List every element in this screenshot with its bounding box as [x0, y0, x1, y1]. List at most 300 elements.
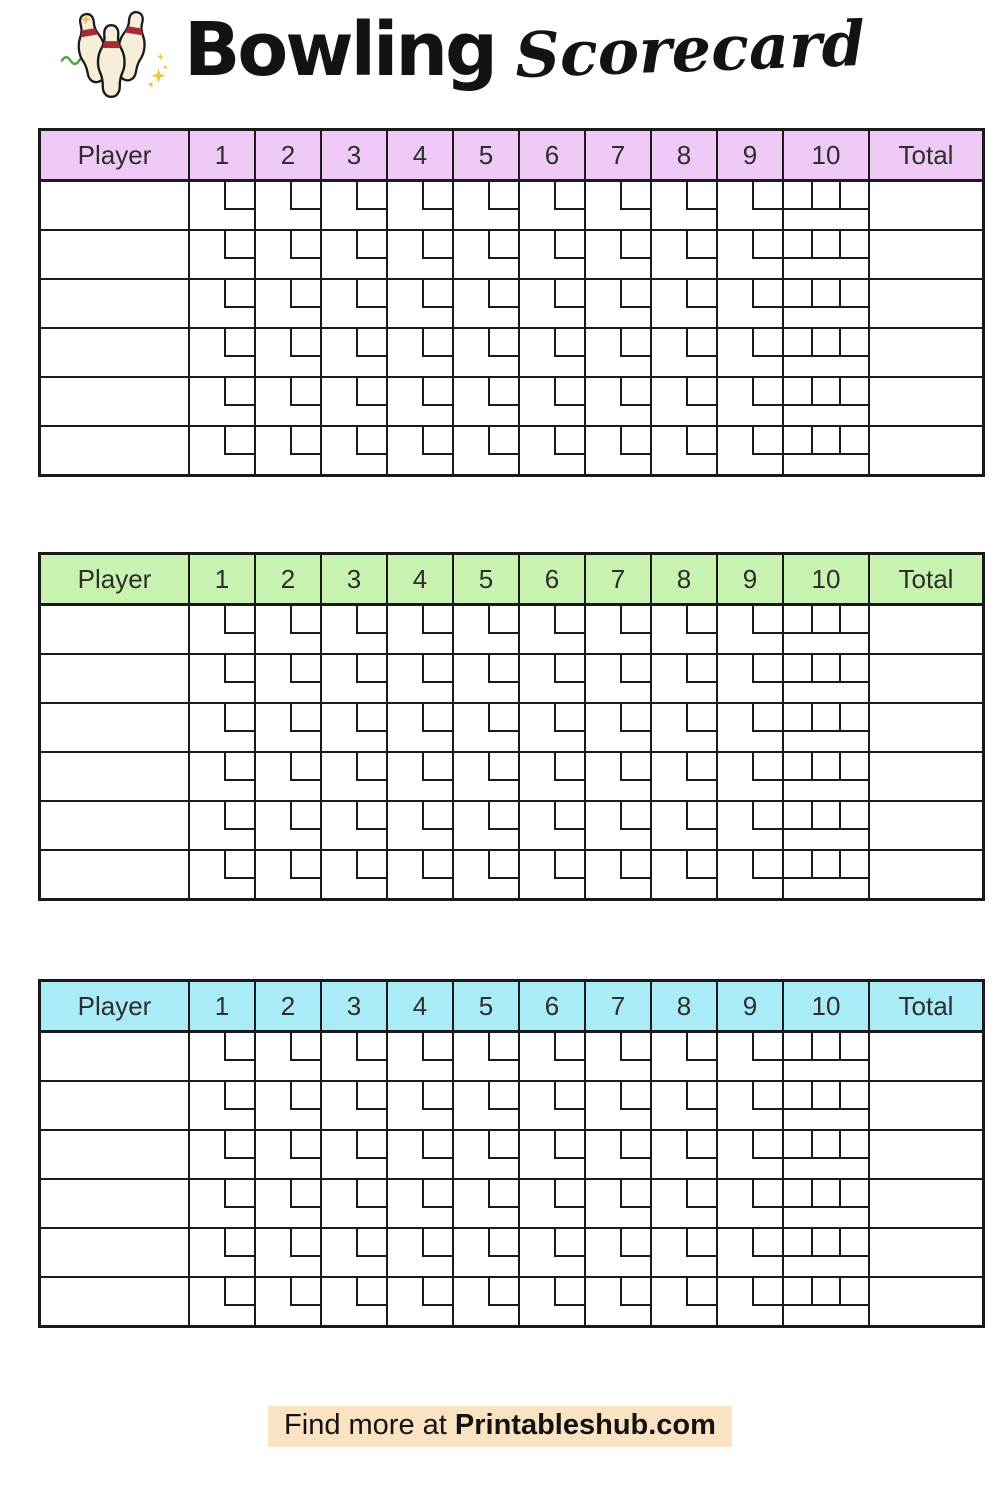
total-cell[interactable]	[869, 1277, 984, 1327]
frame-7-cell[interactable]	[585, 850, 651, 900]
player-name-cell[interactable]	[40, 230, 190, 279]
throw-box[interactable]	[813, 851, 842, 879]
player-name-cell[interactable]	[40, 1277, 190, 1327]
player-name-cell[interactable]	[40, 752, 190, 801]
throw-box[interactable]	[554, 427, 584, 455]
total-cell[interactable]	[869, 752, 984, 801]
throw-box[interactable]	[686, 1229, 716, 1257]
frame-1-cell[interactable]	[189, 279, 255, 328]
throw-box[interactable]	[224, 1033, 254, 1061]
throw-box[interactable]	[554, 1229, 584, 1257]
throw-box[interactable]	[290, 1180, 320, 1208]
frame-3-cell[interactable]	[321, 850, 387, 900]
throw-box[interactable]	[813, 655, 842, 683]
throw-box[interactable]	[752, 231, 782, 259]
total-cell[interactable]	[869, 1032, 984, 1082]
throw-box[interactable]	[841, 1082, 868, 1110]
frame-4-cell[interactable]	[387, 654, 453, 703]
throw-box[interactable]	[620, 1229, 650, 1257]
throw-box[interactable]	[422, 329, 452, 357]
frame-9-cell[interactable]	[717, 426, 783, 476]
frame-10-cell[interactable]	[783, 1081, 869, 1130]
throw-box[interactable]	[686, 378, 716, 406]
frame-5-cell[interactable]	[453, 279, 519, 328]
frame-8-cell[interactable]	[651, 377, 717, 426]
throw-box[interactable]	[356, 329, 386, 357]
throw-box[interactable]	[488, 655, 518, 683]
throw-box[interactable]	[620, 182, 650, 210]
frame-8-cell[interactable]	[651, 654, 717, 703]
frame-1-cell[interactable]	[189, 328, 255, 377]
frame-4-cell[interactable]	[387, 850, 453, 900]
throw-box[interactable]	[686, 231, 716, 259]
throw-box[interactable]	[422, 802, 452, 830]
throw-box[interactable]	[784, 1278, 813, 1306]
throw-box[interactable]	[686, 655, 716, 683]
throw-box[interactable]	[488, 1082, 518, 1110]
throw-box[interactable]	[784, 182, 813, 210]
throw-box[interactable]	[752, 280, 782, 308]
frame-5-cell[interactable]	[453, 426, 519, 476]
throw-box[interactable]	[488, 1278, 518, 1306]
throw-box[interactable]	[422, 427, 452, 455]
throw-box[interactable]	[620, 606, 650, 634]
throw-box[interactable]	[356, 231, 386, 259]
throw-box[interactable]	[813, 606, 842, 634]
player-name-cell[interactable]	[40, 1081, 190, 1130]
throw-box[interactable]	[290, 329, 320, 357]
frame-2-cell[interactable]	[255, 850, 321, 900]
frame-10-cell[interactable]	[783, 230, 869, 279]
throw-box[interactable]	[290, 606, 320, 634]
frame-10-cell[interactable]	[783, 279, 869, 328]
total-cell[interactable]	[869, 1130, 984, 1179]
frame-9-cell[interactable]	[717, 328, 783, 377]
frame-5-cell[interactable]	[453, 605, 519, 655]
throw-box[interactable]	[554, 851, 584, 879]
throw-box[interactable]	[686, 1278, 716, 1306]
total-cell[interactable]	[869, 801, 984, 850]
throw-box[interactable]	[356, 1033, 386, 1061]
throw-box[interactable]	[224, 606, 254, 634]
throw-box[interactable]	[224, 329, 254, 357]
throw-box[interactable]	[290, 655, 320, 683]
player-name-cell[interactable]	[40, 605, 190, 655]
throw-box[interactable]	[488, 753, 518, 781]
throw-box[interactable]	[841, 378, 868, 406]
player-name-cell[interactable]	[40, 850, 190, 900]
frame-10-cell[interactable]	[783, 1179, 869, 1228]
frame-6-cell[interactable]	[519, 801, 585, 850]
frame-1-cell[interactable]	[189, 801, 255, 850]
frame-8-cell[interactable]	[651, 328, 717, 377]
footer-site-link[interactable]: Printableshub.com	[454, 1409, 716, 1441]
throw-box[interactable]	[620, 329, 650, 357]
throw-box[interactable]	[841, 1180, 868, 1208]
player-name-cell[interactable]	[40, 703, 190, 752]
frame-4-cell[interactable]	[387, 801, 453, 850]
frame-8-cell[interactable]	[651, 752, 717, 801]
frame-2-cell[interactable]	[255, 1179, 321, 1228]
throw-box[interactable]	[784, 427, 813, 455]
frame-3-cell[interactable]	[321, 1032, 387, 1082]
total-cell[interactable]	[869, 654, 984, 703]
throw-box[interactable]	[841, 753, 868, 781]
frame-7-cell[interactable]	[585, 703, 651, 752]
frame-9-cell[interactable]	[717, 850, 783, 900]
frame-2-cell[interactable]	[255, 605, 321, 655]
throw-box[interactable]	[784, 378, 813, 406]
throw-box[interactable]	[554, 606, 584, 634]
throw-box[interactable]	[290, 1229, 320, 1257]
frame-5-cell[interactable]	[453, 1228, 519, 1277]
frame-10-cell[interactable]	[783, 703, 869, 752]
throw-box[interactable]	[554, 182, 584, 210]
throw-box[interactable]	[422, 1180, 452, 1208]
frame-4-cell[interactable]	[387, 1277, 453, 1327]
frame-4-cell[interactable]	[387, 230, 453, 279]
throw-box[interactable]	[784, 851, 813, 879]
throw-box[interactable]	[488, 802, 518, 830]
throw-box[interactable]	[841, 1229, 868, 1257]
throw-box[interactable]	[290, 1278, 320, 1306]
frame-8-cell[interactable]	[651, 850, 717, 900]
throw-box[interactable]	[356, 704, 386, 732]
throw-box[interactable]	[841, 329, 868, 357]
throw-box[interactable]	[752, 1131, 782, 1159]
frame-7-cell[interactable]	[585, 605, 651, 655]
throw-box[interactable]	[554, 1180, 584, 1208]
frame-6-cell[interactable]	[519, 654, 585, 703]
total-cell[interactable]	[869, 181, 984, 231]
throw-box[interactable]	[841, 280, 868, 308]
frame-8-cell[interactable]	[651, 1179, 717, 1228]
throw-box[interactable]	[686, 1131, 716, 1159]
frame-5-cell[interactable]	[453, 230, 519, 279]
frame-9-cell[interactable]	[717, 752, 783, 801]
throw-box[interactable]	[290, 753, 320, 781]
frame-4-cell[interactable]	[387, 1179, 453, 1228]
throw-box[interactable]	[752, 802, 782, 830]
throw-box[interactable]	[224, 427, 254, 455]
frame-3-cell[interactable]	[321, 377, 387, 426]
throw-box[interactable]	[422, 753, 452, 781]
throw-box[interactable]	[752, 655, 782, 683]
throw-box[interactable]	[356, 1082, 386, 1110]
throw-box[interactable]	[422, 1082, 452, 1110]
throw-box[interactable]	[784, 1033, 813, 1061]
player-name-cell[interactable]	[40, 377, 190, 426]
throw-box[interactable]	[224, 182, 254, 210]
throw-box[interactable]	[813, 1033, 842, 1061]
frame-8-cell[interactable]	[651, 1081, 717, 1130]
throw-box[interactable]	[620, 1131, 650, 1159]
frame-3-cell[interactable]	[321, 1228, 387, 1277]
throw-box[interactable]	[752, 753, 782, 781]
frame-9-cell[interactable]	[717, 1032, 783, 1082]
throw-box[interactable]	[224, 753, 254, 781]
throw-box[interactable]	[290, 427, 320, 455]
throw-box[interactable]	[752, 606, 782, 634]
frame-4-cell[interactable]	[387, 752, 453, 801]
frame-10-cell[interactable]	[783, 1032, 869, 1082]
frame-3-cell[interactable]	[321, 230, 387, 279]
throw-box[interactable]	[813, 329, 842, 357]
frame-3-cell[interactable]	[321, 328, 387, 377]
frame-8-cell[interactable]	[651, 1277, 717, 1327]
throw-box[interactable]	[554, 753, 584, 781]
throw-box[interactable]	[784, 1180, 813, 1208]
frame-9-cell[interactable]	[717, 1179, 783, 1228]
player-name-cell[interactable]	[40, 1228, 190, 1277]
frame-9-cell[interactable]	[717, 605, 783, 655]
throw-box[interactable]	[488, 1131, 518, 1159]
frame-8-cell[interactable]	[651, 279, 717, 328]
frame-2-cell[interactable]	[255, 1081, 321, 1130]
throw-box[interactable]	[620, 1082, 650, 1110]
throw-box[interactable]	[224, 1082, 254, 1110]
frame-6-cell[interactable]	[519, 426, 585, 476]
frame-2-cell[interactable]	[255, 752, 321, 801]
frame-1-cell[interactable]	[189, 605, 255, 655]
frame-10-cell[interactable]	[783, 1130, 869, 1179]
frame-2-cell[interactable]	[255, 279, 321, 328]
throw-box[interactable]	[356, 378, 386, 406]
frame-9-cell[interactable]	[717, 279, 783, 328]
throw-box[interactable]	[488, 182, 518, 210]
frame-1-cell[interactable]	[189, 1179, 255, 1228]
total-cell[interactable]	[869, 1081, 984, 1130]
throw-box[interactable]	[554, 329, 584, 357]
throw-box[interactable]	[554, 655, 584, 683]
throw-box[interactable]	[356, 802, 386, 830]
throw-box[interactable]	[620, 427, 650, 455]
throw-box[interactable]	[841, 231, 868, 259]
frame-6-cell[interactable]	[519, 703, 585, 752]
frame-4-cell[interactable]	[387, 279, 453, 328]
throw-box[interactable]	[356, 1180, 386, 1208]
throw-box[interactable]	[686, 427, 716, 455]
frame-6-cell[interactable]	[519, 328, 585, 377]
frame-1-cell[interactable]	[189, 1228, 255, 1277]
throw-box[interactable]	[813, 378, 842, 406]
throw-box[interactable]	[422, 655, 452, 683]
frame-6-cell[interactable]	[519, 752, 585, 801]
throw-box[interactable]	[554, 231, 584, 259]
frame-9-cell[interactable]	[717, 801, 783, 850]
frame-5-cell[interactable]	[453, 328, 519, 377]
frame-5-cell[interactable]	[453, 654, 519, 703]
throw-box[interactable]	[841, 1278, 868, 1306]
throw-box[interactable]	[752, 1229, 782, 1257]
throw-box[interactable]	[290, 1082, 320, 1110]
frame-2-cell[interactable]	[255, 230, 321, 279]
throw-box[interactable]	[620, 655, 650, 683]
frame-3-cell[interactable]	[321, 426, 387, 476]
frame-5-cell[interactable]	[453, 1032, 519, 1082]
throw-box[interactable]	[686, 1033, 716, 1061]
frame-8-cell[interactable]	[651, 605, 717, 655]
throw-box[interactable]	[224, 378, 254, 406]
frame-2-cell[interactable]	[255, 328, 321, 377]
throw-box[interactable]	[488, 280, 518, 308]
frame-7-cell[interactable]	[585, 181, 651, 231]
throw-box[interactable]	[813, 802, 842, 830]
throw-box[interactable]	[554, 704, 584, 732]
frame-8-cell[interactable]	[651, 1032, 717, 1082]
throw-box[interactable]	[752, 427, 782, 455]
throw-box[interactable]	[356, 1278, 386, 1306]
frame-10-cell[interactable]	[783, 850, 869, 900]
frame-7-cell[interactable]	[585, 1081, 651, 1130]
throw-box[interactable]	[290, 182, 320, 210]
throw-box[interactable]	[686, 280, 716, 308]
throw-box[interactable]	[422, 280, 452, 308]
frame-8-cell[interactable]	[651, 426, 717, 476]
frame-5-cell[interactable]	[453, 850, 519, 900]
throw-box[interactable]	[224, 655, 254, 683]
frame-6-cell[interactable]	[519, 1032, 585, 1082]
throw-box[interactable]	[224, 1180, 254, 1208]
throw-box[interactable]	[752, 704, 782, 732]
throw-box[interactable]	[422, 606, 452, 634]
throw-box[interactable]	[841, 802, 868, 830]
throw-box[interactable]	[422, 1278, 452, 1306]
frame-3-cell[interactable]	[321, 801, 387, 850]
frame-7-cell[interactable]	[585, 279, 651, 328]
throw-box[interactable]	[813, 182, 842, 210]
frame-1-cell[interactable]	[189, 1081, 255, 1130]
frame-7-cell[interactable]	[585, 377, 651, 426]
throw-box[interactable]	[813, 427, 842, 455]
total-cell[interactable]	[869, 230, 984, 279]
frame-7-cell[interactable]	[585, 752, 651, 801]
throw-box[interactable]	[784, 1131, 813, 1159]
throw-box[interactable]	[554, 1278, 584, 1306]
throw-box[interactable]	[841, 1131, 868, 1159]
total-cell[interactable]	[869, 328, 984, 377]
frame-4-cell[interactable]	[387, 377, 453, 426]
player-name-cell[interactable]	[40, 654, 190, 703]
total-cell[interactable]	[869, 605, 984, 655]
throw-box[interactable]	[356, 1229, 386, 1257]
frame-10-cell[interactable]	[783, 801, 869, 850]
throw-box[interactable]	[841, 655, 868, 683]
frame-9-cell[interactable]	[717, 1228, 783, 1277]
frame-3-cell[interactable]	[321, 279, 387, 328]
throw-box[interactable]	[488, 851, 518, 879]
throw-box[interactable]	[686, 182, 716, 210]
frame-1-cell[interactable]	[189, 1032, 255, 1082]
player-name-cell[interactable]	[40, 1032, 190, 1082]
frame-1-cell[interactable]	[189, 426, 255, 476]
frame-5-cell[interactable]	[453, 1130, 519, 1179]
frame-1-cell[interactable]	[189, 703, 255, 752]
frame-9-cell[interactable]	[717, 654, 783, 703]
frame-3-cell[interactable]	[321, 1179, 387, 1228]
throw-box[interactable]	[752, 329, 782, 357]
frame-9-cell[interactable]	[717, 181, 783, 231]
frame-9-cell[interactable]	[717, 230, 783, 279]
throw-box[interactable]	[813, 1082, 842, 1110]
frame-5-cell[interactable]	[453, 703, 519, 752]
throw-box[interactable]	[620, 378, 650, 406]
throw-box[interactable]	[686, 704, 716, 732]
frame-4-cell[interactable]	[387, 1130, 453, 1179]
throw-box[interactable]	[813, 1131, 842, 1159]
frame-10-cell[interactable]	[783, 377, 869, 426]
frame-7-cell[interactable]	[585, 328, 651, 377]
throw-box[interactable]	[356, 655, 386, 683]
throw-box[interactable]	[422, 851, 452, 879]
throw-box[interactable]	[686, 753, 716, 781]
frame-5-cell[interactable]	[453, 801, 519, 850]
player-name-cell[interactable]	[40, 181, 190, 231]
throw-box[interactable]	[813, 1278, 842, 1306]
throw-box[interactable]	[488, 606, 518, 634]
throw-box[interactable]	[620, 1180, 650, 1208]
throw-box[interactable]	[841, 851, 868, 879]
frame-4-cell[interactable]	[387, 703, 453, 752]
frame-6-cell[interactable]	[519, 605, 585, 655]
frame-1-cell[interactable]	[189, 850, 255, 900]
frame-4-cell[interactable]	[387, 328, 453, 377]
throw-box[interactable]	[784, 753, 813, 781]
throw-box[interactable]	[813, 1229, 842, 1257]
throw-box[interactable]	[752, 1033, 782, 1061]
throw-box[interactable]	[356, 427, 386, 455]
player-name-cell[interactable]	[40, 1179, 190, 1228]
throw-box[interactable]	[841, 427, 868, 455]
frame-3-cell[interactable]	[321, 1081, 387, 1130]
throw-box[interactable]	[841, 704, 868, 732]
frame-1-cell[interactable]	[189, 654, 255, 703]
total-cell[interactable]	[869, 426, 984, 476]
throw-box[interactable]	[784, 655, 813, 683]
frame-10-cell[interactable]	[783, 654, 869, 703]
throw-box[interactable]	[686, 329, 716, 357]
frame-10-cell[interactable]	[783, 1228, 869, 1277]
frame-8-cell[interactable]	[651, 230, 717, 279]
throw-box[interactable]	[620, 851, 650, 879]
frame-4-cell[interactable]	[387, 1081, 453, 1130]
frame-8-cell[interactable]	[651, 1228, 717, 1277]
throw-box[interactable]	[554, 378, 584, 406]
throw-box[interactable]	[620, 1278, 650, 1306]
player-name-cell[interactable]	[40, 1130, 190, 1179]
frame-10-cell[interactable]	[783, 605, 869, 655]
frame-6-cell[interactable]	[519, 377, 585, 426]
throw-box[interactable]	[752, 182, 782, 210]
throw-box[interactable]	[686, 1180, 716, 1208]
throw-box[interactable]	[784, 606, 813, 634]
frame-3-cell[interactable]	[321, 654, 387, 703]
throw-box[interactable]	[422, 231, 452, 259]
throw-box[interactable]	[356, 1131, 386, 1159]
throw-box[interactable]	[784, 1082, 813, 1110]
throw-box[interactable]	[841, 606, 868, 634]
frame-4-cell[interactable]	[387, 1228, 453, 1277]
throw-box[interactable]	[290, 280, 320, 308]
player-name-cell[interactable]	[40, 801, 190, 850]
throw-box[interactable]	[224, 231, 254, 259]
throw-box[interactable]	[224, 1278, 254, 1306]
throw-box[interactable]	[813, 231, 842, 259]
throw-box[interactable]	[488, 704, 518, 732]
throw-box[interactable]	[554, 1082, 584, 1110]
throw-box[interactable]	[620, 231, 650, 259]
throw-box[interactable]	[290, 1131, 320, 1159]
